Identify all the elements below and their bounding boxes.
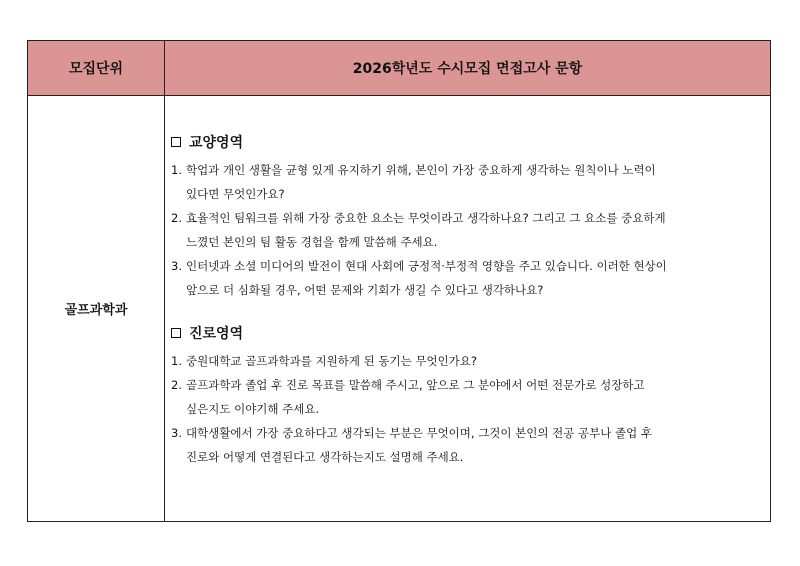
section-title: 교양영역: [189, 135, 244, 151]
question-item: [171, 206, 756, 254]
question-item: [171, 349, 756, 373]
question-text: 효율적인 팀워크를 위해 가장 중요한 요소는 무엇이라고 생각하나요? 그리고 그 요소를 중요하게 느꼈던 본인의 팀 활동 경험을 함께 말씀해 주세요.: [186, 211, 666, 249]
section-heading: [171, 132, 756, 152]
question-text: 중원대학교 골프과학과를 지원하게 된 동기는 무엇인가요?: [186, 354, 477, 368]
header-title: 2026학년도 수시모집 면접고사 문항: [352, 61, 583, 77]
section-heading: [171, 323, 756, 343]
question-item: [171, 421, 756, 469]
question-list: [171, 158, 756, 302]
table-header-row: [28, 41, 770, 96]
question-item: [171, 373, 756, 421]
question-text: 골프과학과 졸업 후 진로 목표를 말씀해 주시고, 앞으로 그 분야에서 어떤 전문가로 성장하고 싶은지도 이야기해 주세요.: [186, 378, 645, 416]
unit-name: 골프과학과: [64, 303, 128, 318]
section-career: [171, 323, 756, 469]
question-item: [171, 254, 756, 302]
questions-cell: [165, 96, 770, 521]
question-text: 인터넷과 소셜 미디어의 발전이 현대 사회에 긍정적·부정적 영향을 주고 있습니다. 이러한 현상이 앞으로 더 심화될 경우, 어떤 문제와 기회가 생길 수 있다고 생각하나요?: [186, 259, 667, 297]
question-list: [171, 349, 756, 469]
question-number: 1.: [171, 354, 182, 368]
question-text: 대학생활에서 가장 중요하다고 생각되는 부분은 무엇이며, 그것이 본인의 전공 공부나 졸업 후 진로와 어떻게 연결된다고 생각하는지도 설명해 주세요.: [186, 426, 653, 464]
header-unit-label: 모집단위: [68, 61, 124, 77]
question-item: [171, 158, 756, 206]
question-text: 학업과 개인 생활을 균형 있게 유지하기 위해, 본인이 가장 중요하게 생각하는 원칙이나 노력이 있다면 무엇인가요?: [186, 163, 656, 201]
section-general: [171, 132, 756, 302]
checkbox-icon: [171, 328, 181, 338]
interview-question-table: [27, 40, 771, 522]
section-title: 진로영역: [189, 326, 244, 342]
question-number: 2.: [171, 378, 182, 392]
question-number: 2.: [171, 211, 182, 225]
question-number: 3.: [171, 426, 182, 440]
question-number: 1.: [171, 163, 182, 177]
checkbox-icon: [171, 137, 181, 147]
question-number: 3.: [171, 259, 182, 273]
